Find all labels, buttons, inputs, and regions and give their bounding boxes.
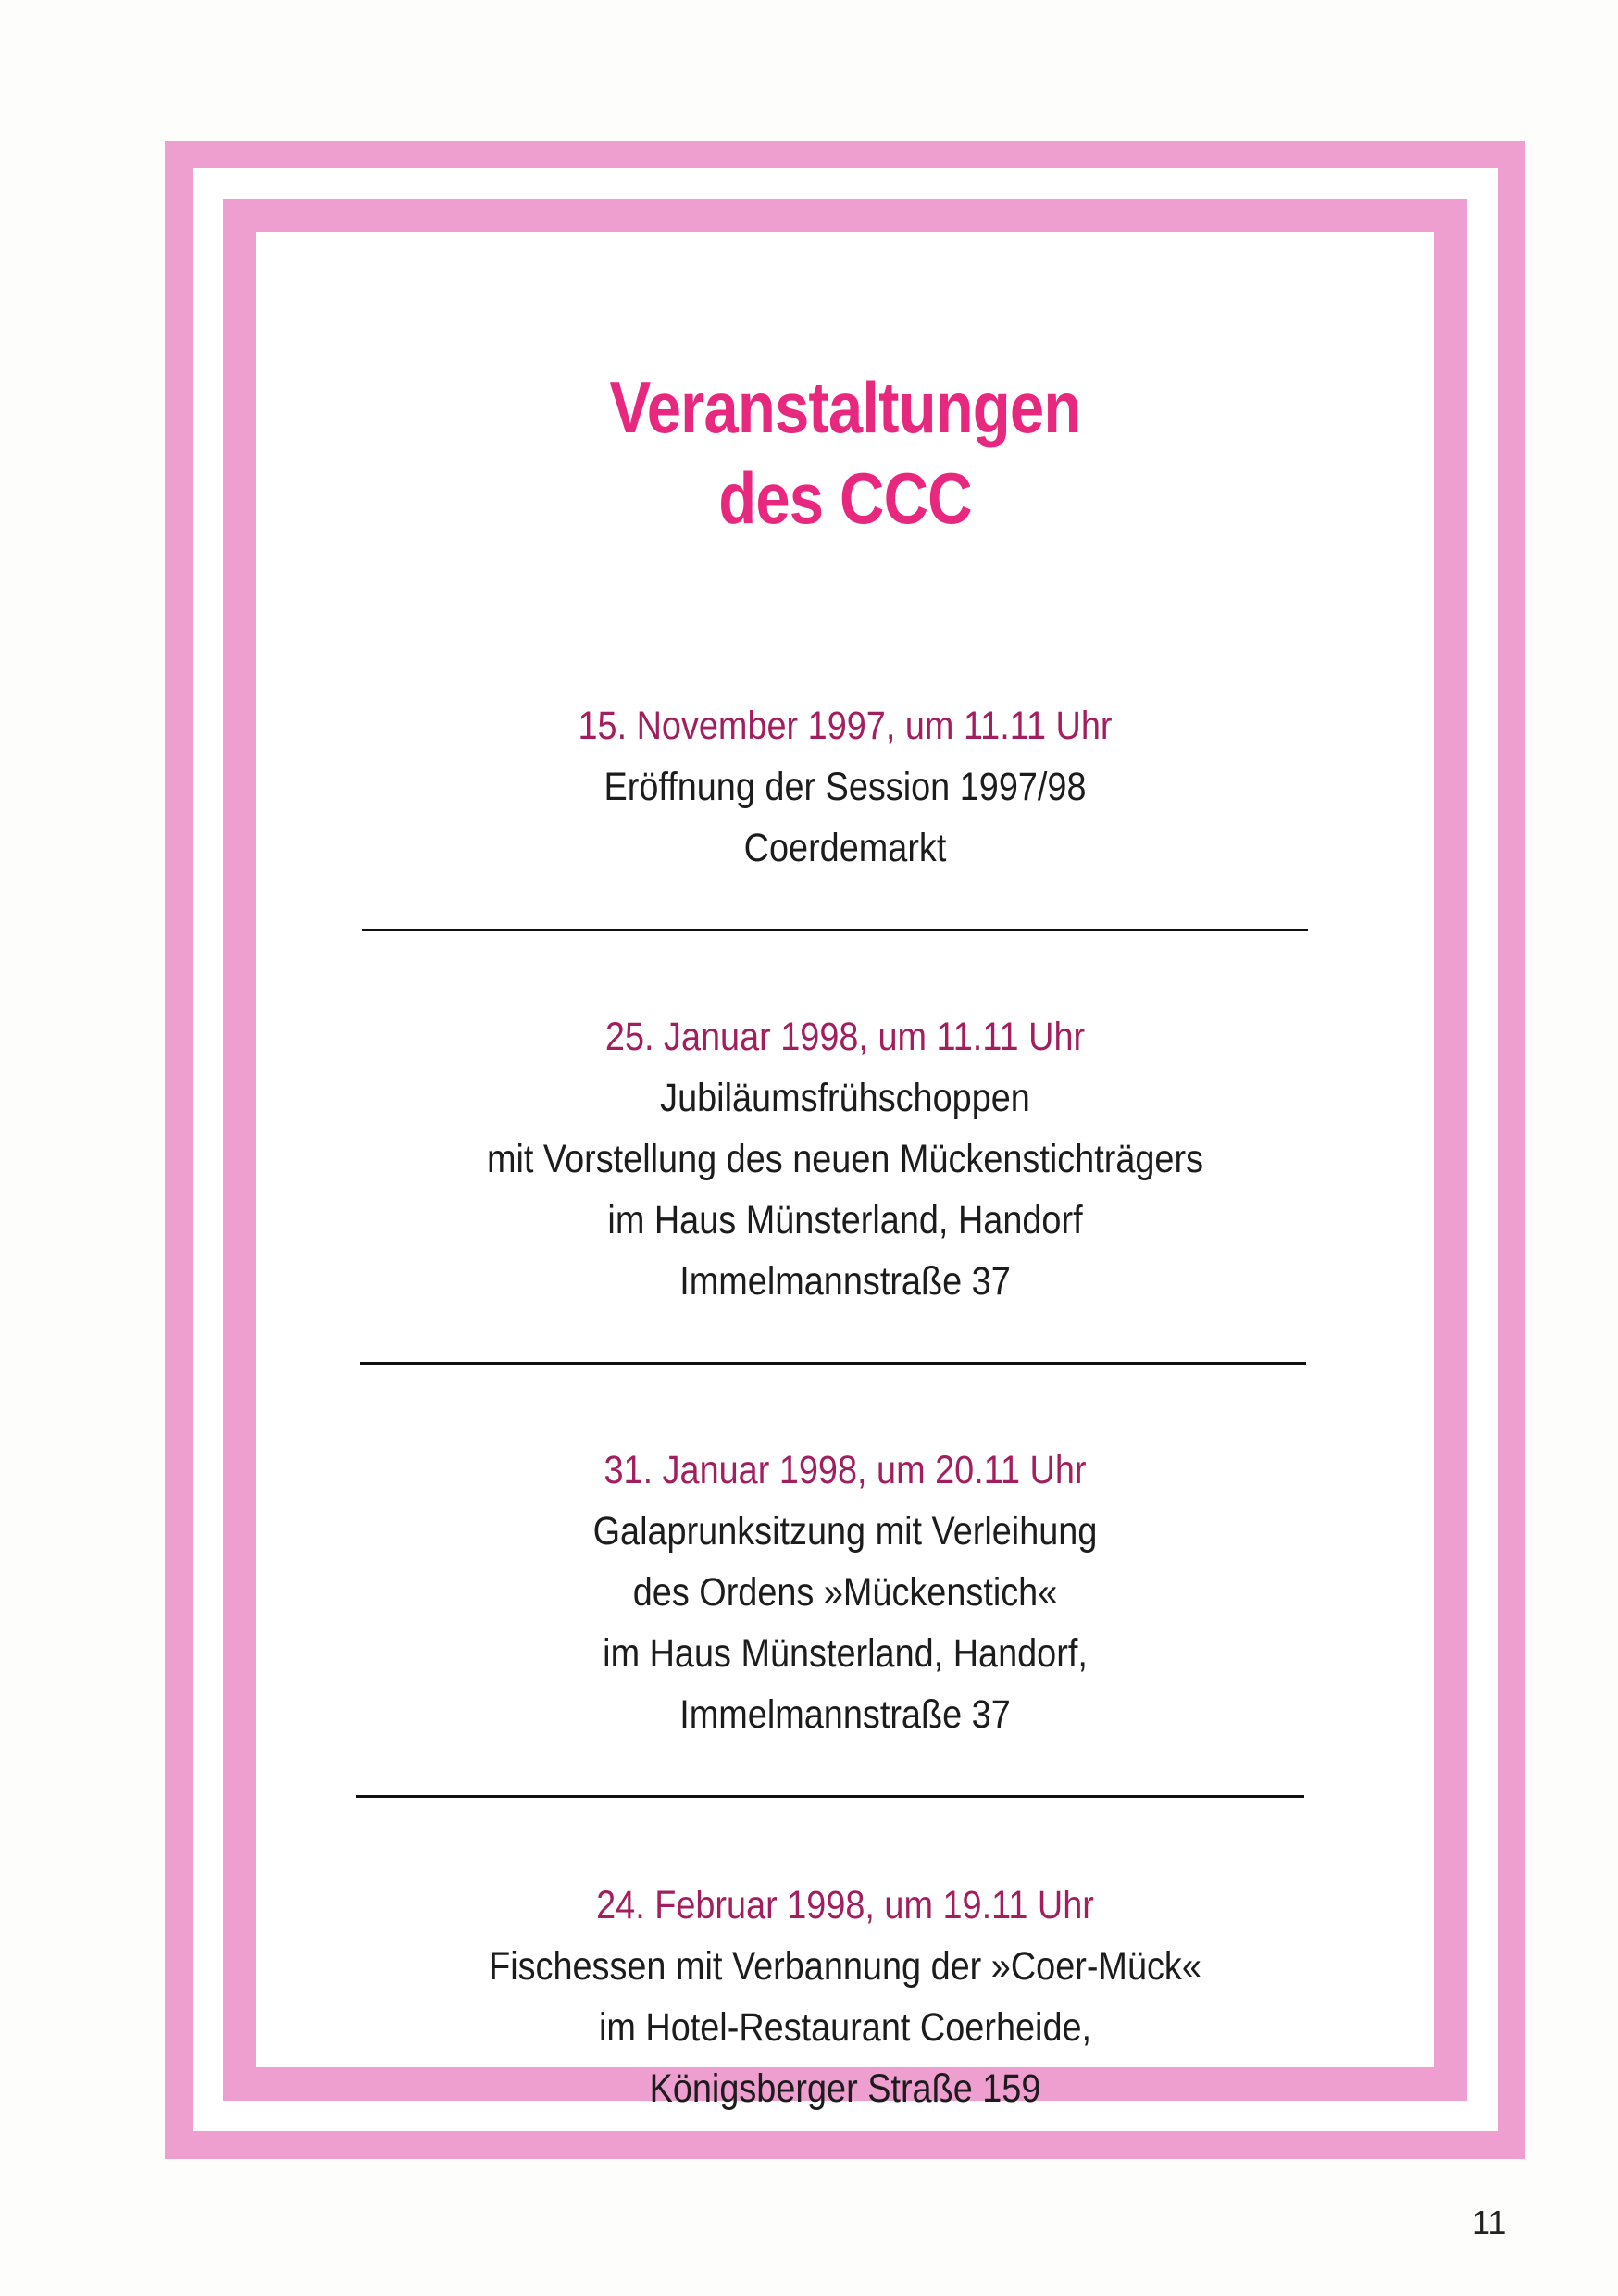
- event-4: [256, 1875, 1434, 2119]
- event-date: 24. Februar 1998, um 19.11 Uhr: [596, 1883, 1094, 1928]
- event-line: Galaprunksitzung mit Verleihung: [592, 1509, 1098, 1554]
- inner-pink-frame: [223, 199, 1467, 2111]
- divider-1: [362, 929, 1308, 931]
- title-line-2: des CCC: [718, 457, 972, 539]
- event-line: Immelmannstraße 37: [679, 1692, 1011, 1737]
- page-content: [256, 232, 1434, 2111]
- event-line: Eröffnung der Session 1997/98: [604, 765, 1087, 809]
- event-line: Immelmannstraße 37: [679, 1259, 1011, 1304]
- event-line: Königsberger Straße 159: [649, 2066, 1041, 2111]
- event-line: im Hotel-Restaurant Coerheide,: [598, 2005, 1092, 2050]
- event-line: im Haus Münsterland, Handorf,: [603, 1631, 1088, 1676]
- event-line: des Ordens »Mückenstich«: [632, 1570, 1058, 1615]
- title-line-1: Veranstaltungen: [609, 367, 1081, 448]
- event-line: Jubiläumsfrühschoppen: [660, 1076, 1030, 1120]
- divider-2: [360, 1362, 1306, 1365]
- page-number: 11: [1472, 2203, 1507, 2241]
- divider-3: [356, 1795, 1304, 1798]
- event-line: mit Vorstellung des neuen Mückenstichträgers: [486, 1137, 1204, 1181]
- event-date: 15. November 1997, um 11.11 Uhr: [578, 704, 1113, 748]
- event-line: Coerdemarkt: [743, 826, 947, 870]
- event-line: Fischessen mit Verbannung der »Coer-Mück«: [489, 1944, 1201, 1989]
- event-3: [256, 1440, 1434, 1745]
- event-1: [256, 695, 1434, 879]
- page-title: [339, 362, 1351, 543]
- event-date: 25. Januar 1998, um 11.11 Uhr: [604, 1015, 1086, 1059]
- outer-pink-frame: [165, 141, 1525, 2159]
- event-2: [256, 1006, 1434, 1312]
- event-line: im Haus Münsterland, Handorf: [607, 1198, 1083, 1242]
- event-date: 31. Januar 1998, um 20.11 Uhr: [604, 1448, 1087, 1492]
